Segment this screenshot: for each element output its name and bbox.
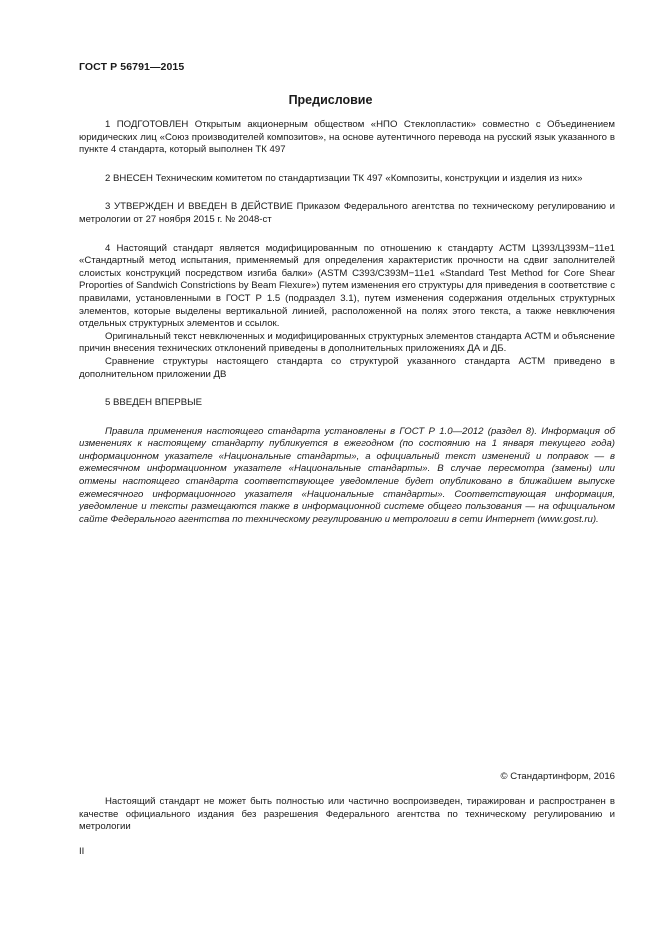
application-notice	[79, 426, 615, 527]
paragraph-structure-comparison: Сравнение структуры настоящего стандарта со структурой указанного стандарта АСТМ приведено в дополнительном приложении ДВ	[79, 355, 615, 380]
paragraph-modified: 4 Настоящий стандарт является модифицированным по отношению к стандарту АСТМ Ц393/Ц393М−11е1 «Стандартный метод испытания, применяемый для определения характеристик прочности на сдвиг заполнителей слоистых конструкций посредством изгиба балки» (ASTM C393/C393M−11e1 «Standard Test Method for Core Shear Proporties of Sandwich Constrictions by Beam Flexure») путем изменения его структуры для приведения в соответствие с правилами, установленными в ГОСТ Р 1.5 (подраздел 3.1), путем изменения содержания отдельных структурных элементов, которые выделены вертикальной линией, расположенной на полях этого текста, а также невключения отдельных структурных элементов и ссылок.	[79, 242, 615, 330]
copyright-line: © Стандартинформ, 2016	[500, 771, 615, 782]
paragraph-original-text: Оригинальный текст невключенных и модифицированных структурных элементов стандарта АСТМ и объяснение причин внесения технических отклонений приведены в дополнительных приложениях ДА и ДБ.	[79, 330, 615, 355]
page-number: II	[79, 846, 85, 857]
reproduction-notice-text: Настоящий стандарт не может быть полностью или частично воспроизведен, тиражирован и распространен в качестве официального издания без разрешения Федерального агентства по техническому регулированию и метрологии	[79, 796, 615, 833]
paragraph-approved: 3 УТВЕРЖДЕН И ВВЕДЕН В ДЕЙСТВИЕ Приказом Федерального агентства по техническому регулированию и метрологии от 27 ноября 2015 г. № 2048-ст	[79, 201, 615, 225]
paragraph-prepared: 1 ПОДГОТОВЛЕН Открытым акционерным обществом «НПО Стеклопластик» совместно с Объединением юридических лиц «Союз производителей композитов», на основе аутентичного перевода на русский язык указанного в пункте 4 стандарта, который выполнен ТК 497	[79, 119, 615, 156]
standard-code-header: ГОСТ Р 56791—2015	[79, 61, 185, 73]
application-notice-text: Правила применения настоящего стандарта установлены в ГОСТ Р 1.0—2012 (раздел 8). Информация об изменениях к настоящему стандарту публикуется в ежегодном (по состоянию на 1 января текущего года) информационном указателе «Национальные стандарты», а официальный текст изменений и поправок — в ежемесячном информационном указателе «Национальные стандарты». В случае пересмотра (замены) или отмены настоящего стандарта соответствующее уведомление будет опубликовано в ближайшем выпуске ежемесячного информационного указателя «Национальные стандарты». Соответствующая информация, уведомление и тексты размещаются также в информационной системе общего пользования — на официальном сайте Федерального агентства по техническому регулированию и метрологии в сети Интернет (www.gost.ru).	[79, 425, 615, 525]
foreword-body	[79, 119, 615, 526]
paragraph-introduced: 2 ВНЕСЕН Техническим комитетом по стандартизации ТК 497 «Композиты, конструкции и изделия из них»	[105, 172, 583, 184]
page-title: Предисловие	[288, 93, 373, 107]
paragraph-first-introduced: 5 ВВЕДЕН ВПЕРВЫЕ	[105, 397, 203, 409]
reproduction-notice	[79, 796, 615, 834]
